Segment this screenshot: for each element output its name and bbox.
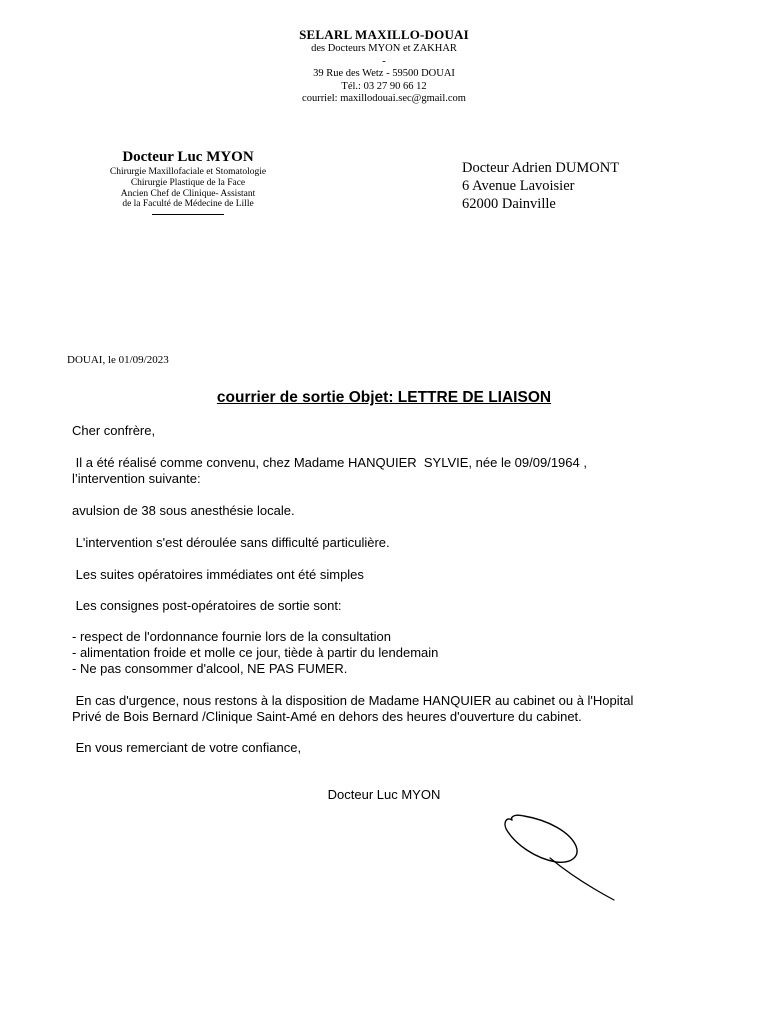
letterhead-separator: -: [382, 55, 386, 67]
letter-date: DOUAI, le 01/09/2023: [67, 354, 169, 366]
sender-title: Ancien Chef de Clinique- Assistant: [120, 188, 256, 199]
instructions-intro: Les consignes post-opératoires de sortie sont:: [72, 598, 342, 613]
sender-block: [92, 148, 284, 215]
emergency-line: Privé de Bois Bernard /Clinique Saint-Amé en dehors des heures d'ouverture du cabinet.: [72, 709, 582, 724]
company-name: SELARL MAXILLO-DOUAI: [299, 27, 469, 42]
letterhead: [0, 27, 768, 106]
course-line: L'intervention s'est déroulée sans difficulté particulière.: [72, 535, 390, 550]
sender-title: Chirurgie Maxillofaciale et Stomatologie: [109, 167, 267, 177]
instruction-item: - respect de l'ordonnance fournie lors de la consultation: [72, 629, 392, 644]
recipient-address: [462, 159, 619, 213]
closing-line: En vous remerciant de votre confiance,: [72, 740, 302, 755]
aftermath-line: Les suites opératoires immédiates ont été simples: [72, 567, 364, 582]
intro-line: l’intervention suivante:: [72, 471, 201, 486]
instruction-item: - alimentation froide et molle ce jour, tiède à partir du lendemain: [72, 645, 439, 660]
handwritten-signature: [500, 812, 620, 907]
sender-title: Chirurgie Plastique de la Face: [130, 177, 246, 188]
company-doctors: des Docteurs MYON et ZAKHAR: [311, 43, 457, 54]
intro-line: Il a été réalisé comme convenu, chez Madame HANQUIER SYLVIE, née le 09/09/1964 ,: [72, 455, 587, 470]
signature-name: Docteur Luc MYON: [327, 787, 441, 802]
sender-divider: [152, 214, 224, 215]
company-email: courriel: maxillodouai.sec@gmail.com: [302, 93, 466, 104]
recipient-name: Docteur Adrien DUMONT: [462, 160, 620, 176]
emergency-line: En cas d'urgence, nous restons à la disposition de Madame HANQUIER au cabinet ou à l'Hopital: [72, 693, 634, 708]
greeting: Cher confrère,: [72, 423, 156, 438]
company-address: 39 Rue des Wetz - 59500 DOUAI: [313, 68, 455, 79]
sender-name: Docteur Luc MYON: [122, 149, 254, 165]
recipient-city: 62000 Dainville: [462, 196, 556, 212]
company-phone: Tél.: 03 27 90 66 12: [341, 80, 427, 92]
sender-title: de la Faculté de Médecine de Lille: [122, 199, 254, 210]
instruction-item: - Ne pas consommer d'alcool, NE PAS FUMER.: [72, 661, 348, 676]
letter-subject: courrier de sortie Objet: LETTRE DE LIAISON: [216, 389, 552, 406]
recipient-street: 6 Avenue Lavoisier: [462, 178, 575, 194]
procedure-line: avulsion de 38 sous anesthésie locale.: [72, 503, 295, 518]
